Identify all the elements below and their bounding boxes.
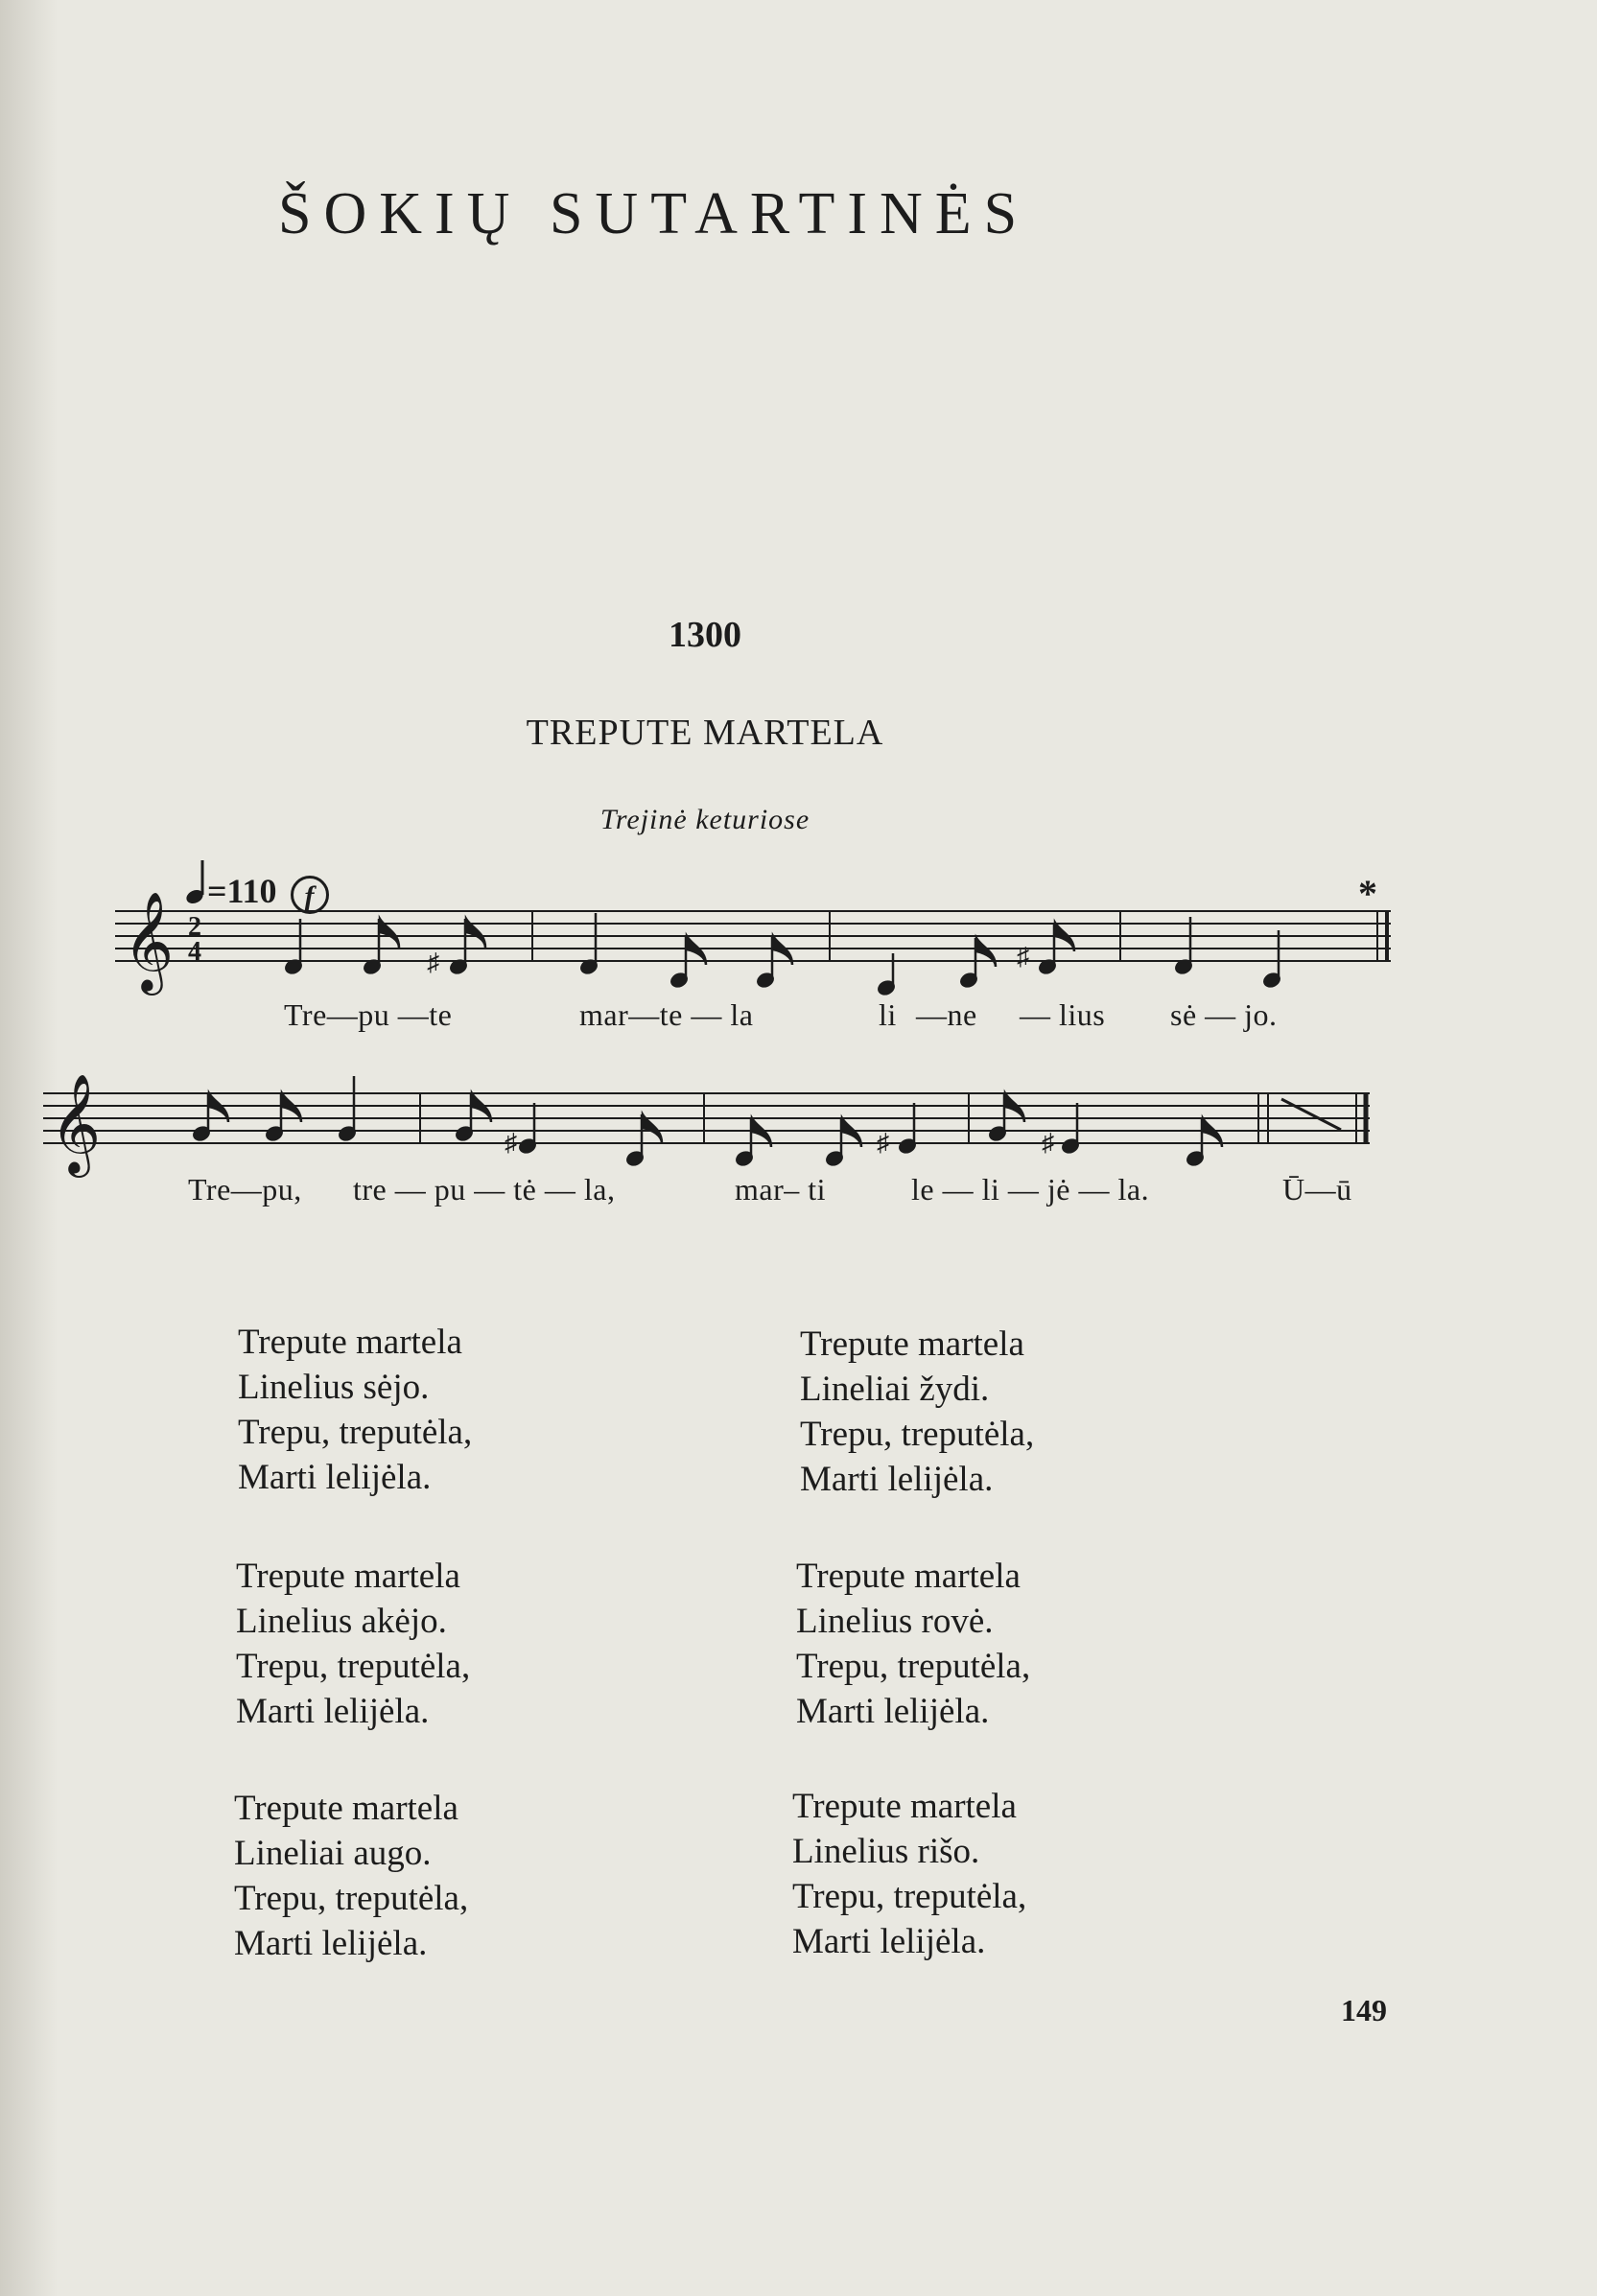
verse-line: Lineliai žydi. bbox=[800, 1370, 990, 1409]
treble-clef-icon: 𝄞 bbox=[50, 1073, 102, 1174]
verse-4 bbox=[796, 1554, 1030, 1734]
verse-line: Trepu, treputėla, bbox=[236, 1647, 471, 1686]
verse-3 bbox=[236, 1554, 470, 1734]
tempo-value: =110 bbox=[207, 872, 277, 910]
lyric-syllable: — lius bbox=[1020, 997, 1106, 1032]
svg-text:♯: ♯ bbox=[1017, 943, 1029, 971]
staff-1 bbox=[115, 911, 1391, 961]
lyric-syllable: mar– ti bbox=[735, 1172, 827, 1207]
verse-line: Marti lelijėla. bbox=[800, 1460, 994, 1499]
lyric-syllable: Ū—ū bbox=[1282, 1172, 1352, 1207]
section-title: ŠOKIŲ SUTARTINĖS bbox=[278, 181, 1030, 246]
verse-line: Trepu, treputėla, bbox=[792, 1877, 1027, 1916]
verse-line: Trepute martela bbox=[234, 1789, 458, 1828]
verse-line: Trepu, treputėla, bbox=[234, 1879, 469, 1918]
verse-1 bbox=[238, 1320, 472, 1500]
verse-line: Trepu, treputėla, bbox=[800, 1415, 1035, 1454]
verse-line: Linelius rišo. bbox=[792, 1832, 980, 1871]
svg-text:♯: ♯ bbox=[427, 949, 439, 976]
verse-line: Trepute martela bbox=[800, 1324, 1024, 1364]
song-number: 1300 bbox=[669, 615, 741, 655]
staff-2-notes bbox=[192, 1076, 1341, 1167]
dynamic-marking: f bbox=[291, 876, 329, 914]
song-subtitle: Trejinė keturiose bbox=[599, 804, 810, 835]
verse-line: Linelius sėjo. bbox=[238, 1368, 430, 1407]
verse-line: Marti lelijėla. bbox=[236, 1692, 430, 1731]
svg-text:♯: ♯ bbox=[1042, 1129, 1054, 1157]
verse-6 bbox=[792, 1784, 1026, 1964]
verse-line: Lineliai augo. bbox=[234, 1834, 432, 1873]
lyric-syllable: tre — pu — tė — la, bbox=[353, 1172, 616, 1207]
lyric-syllable: li bbox=[879, 997, 897, 1032]
verse-line: Trepute martela bbox=[792, 1787, 1017, 1826]
verse-line: Marti lelijėla. bbox=[238, 1458, 432, 1497]
staff-2 bbox=[43, 1093, 1370, 1143]
treble-clef-icon: 𝄞 bbox=[123, 891, 175, 992]
verse-line: Trepute martela bbox=[236, 1557, 460, 1596]
verse-line: Trepute martela bbox=[796, 1557, 1021, 1596]
verse-5 bbox=[234, 1786, 468, 1966]
staff-1-notes bbox=[284, 913, 1281, 996]
verse-line: Marti lelijėla. bbox=[234, 1924, 428, 1963]
page-number: 149 bbox=[1341, 1993, 1387, 2027]
time-signature-bottom: 4 bbox=[188, 937, 201, 967]
time-signature-top: 2 bbox=[188, 912, 201, 942]
verse-2 bbox=[800, 1322, 1034, 1502]
verse-line: Trepute martela bbox=[238, 1323, 462, 1362]
verse-line: Trepu, treputėla, bbox=[796, 1647, 1031, 1686]
verse-line: Trepu, treputėla, bbox=[238, 1413, 473, 1452]
svg-text:♯: ♯ bbox=[877, 1129, 889, 1157]
lyric-syllable: le — li — jė — la. bbox=[911, 1172, 1150, 1207]
verse-line: Marti lelijėla. bbox=[796, 1692, 990, 1731]
svg-text:♯: ♯ bbox=[505, 1129, 517, 1157]
song-title: TREPUTE MARTELA bbox=[526, 713, 884, 753]
lyric-syllable: mar—te — la bbox=[579, 997, 754, 1032]
verse-line: Linelius rovė. bbox=[796, 1602, 994, 1641]
lyric-syllable: sė — jo. bbox=[1170, 997, 1278, 1032]
lyric-syllable: —ne bbox=[916, 997, 977, 1032]
lyric-syllable: Tre—pu —te bbox=[284, 997, 453, 1032]
footnote-asterisk: * bbox=[1358, 872, 1377, 915]
verse-line: Marti lelijėla. bbox=[792, 1922, 986, 1961]
lyric-syllable: Tre—pu, bbox=[188, 1172, 302, 1207]
verse-line: Linelius akėjo. bbox=[236, 1602, 447, 1641]
